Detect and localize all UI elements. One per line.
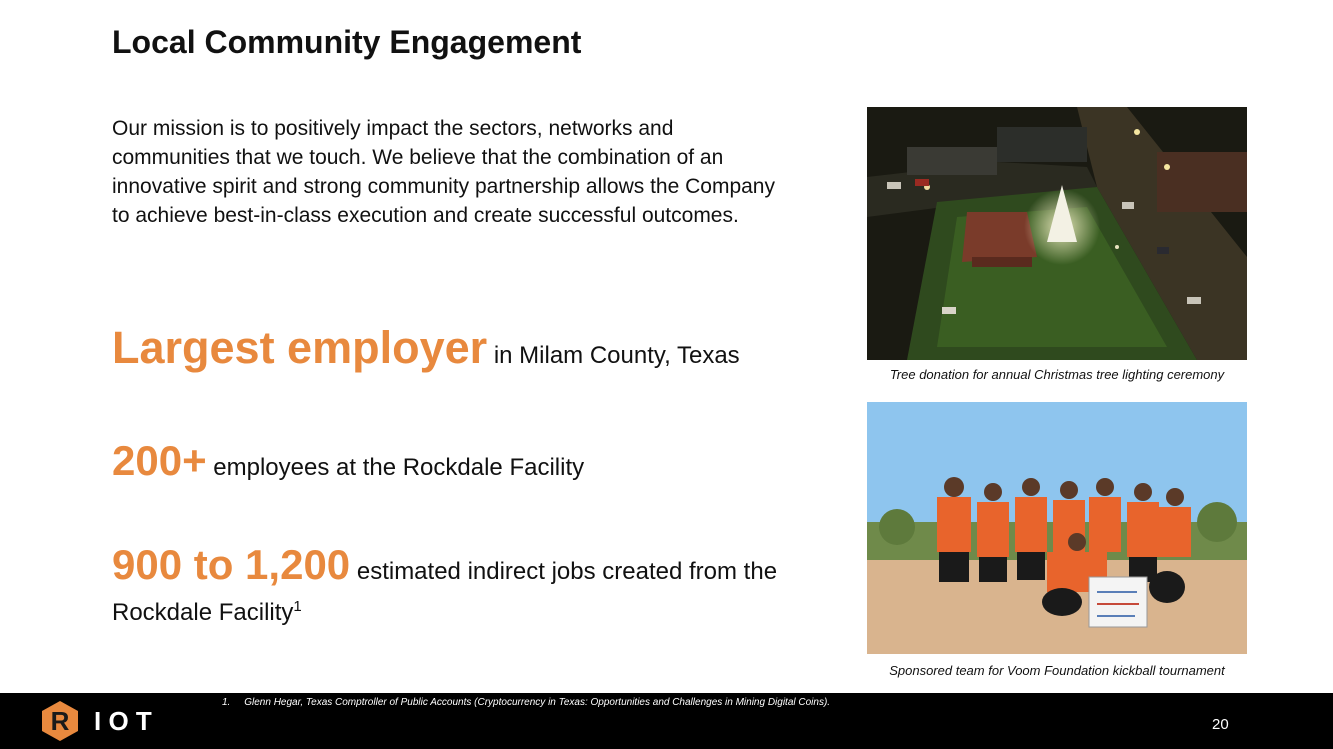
- stat-indirect-jobs: [112, 541, 812, 630]
- stat-text: employees at the Rockdale Facility: [213, 454, 585, 481]
- christmas-tree-photo: [867, 107, 1247, 360]
- logo-letter: R: [50, 706, 70, 736]
- photo-caption: Tree donation for annual Christmas tree lighting ceremony: [889, 367, 1225, 382]
- photo-caption: Sponsored team for Voom Foundation kickball tournament: [889, 663, 1225, 678]
- mission-statement: Our mission is to positively impact the sectors, networks and communities that we touch. We believe that the combination of an innovative spirit and strong community partnership allows the Company to achieve best-in-class execution and create successful outcomes.: [112, 117, 775, 227]
- stat-largest-employer: [112, 322, 740, 374]
- page-number: 20: [1212, 716, 1229, 733]
- kickball-team-photo: [867, 402, 1247, 654]
- logo-text: I O T: [94, 706, 152, 736]
- stat-employees: [112, 437, 584, 485]
- footer-bar: [0, 693, 1333, 749]
- kickball-team-illustration: [867, 402, 1247, 654]
- stat-highlight: Largest employer: [112, 322, 488, 373]
- footnote-ref: 1: [293, 598, 302, 615]
- footnote: 1. Glenn Hegar, Texas Comptroller of Public Accounts (Cryptocurrency in Texas: Opportunities and Challenges in Mining Digital Coins).: [222, 697, 831, 708]
- stat-text: estimated indirect jobs created from the Rockdale Facility: [112, 558, 778, 626]
- stat-highlight: 900 to 1,200: [112, 541, 351, 588]
- riot-logo: [40, 700, 180, 742]
- slide-title: Local Community Engagement: [112, 24, 582, 60]
- stat-text: in Milam County, Texas: [493, 342, 740, 369]
- stat-highlight: 200+: [112, 437, 207, 484]
- christmas-tree-illustration: [867, 107, 1247, 360]
